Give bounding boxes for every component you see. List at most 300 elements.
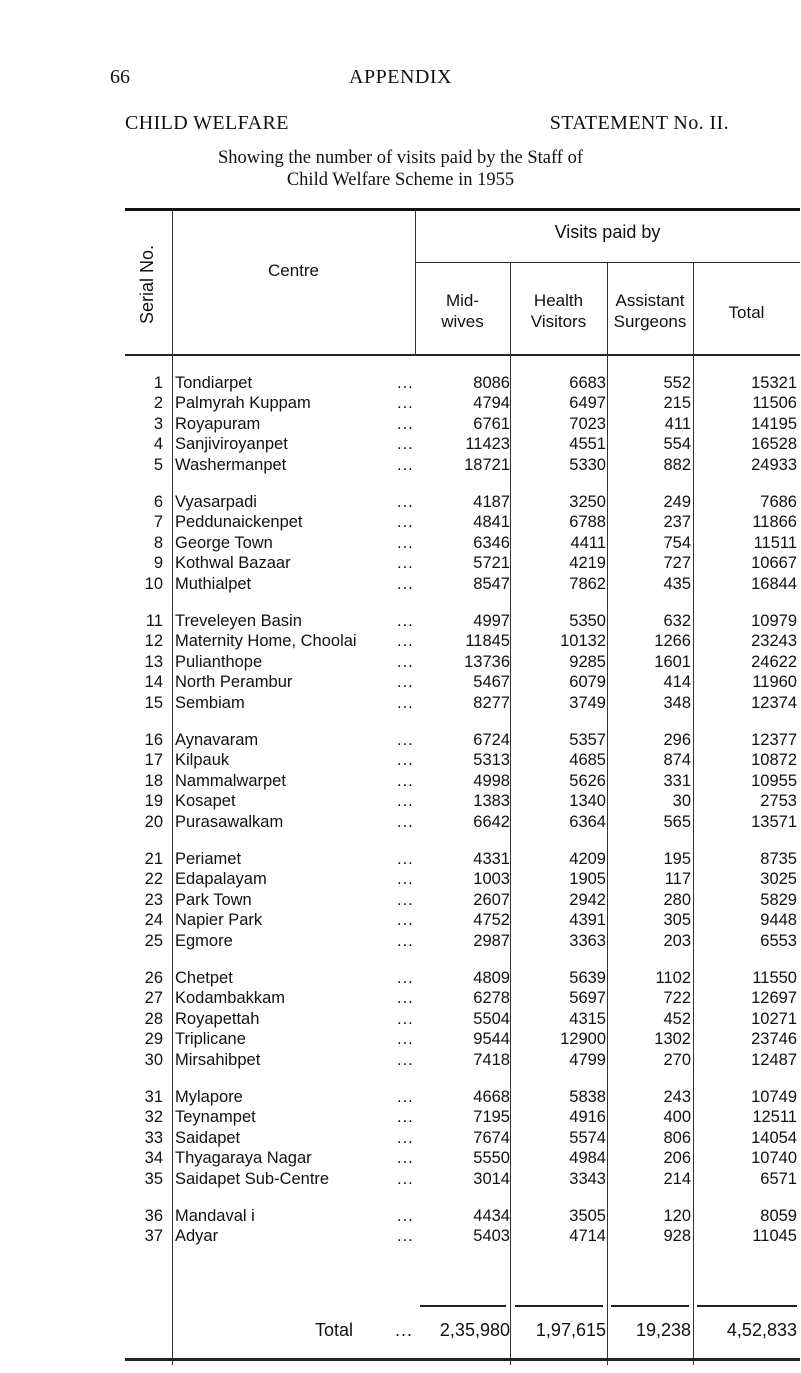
centre-cell: Kilpauk xyxy=(175,751,230,770)
midwives-cell: 18721 xyxy=(464,455,510,474)
table-row xyxy=(125,891,800,913)
midwives-cell: 4997 xyxy=(473,612,510,630)
running-title: APPENDIX xyxy=(349,66,452,88)
leader-dots: ... xyxy=(397,374,414,392)
centre-cell: Edapalayam xyxy=(175,870,267,889)
row-total-cell: 10955 xyxy=(751,771,797,790)
assistant-surgeons-cell: 117 xyxy=(664,870,691,889)
centre-cell: Park Town xyxy=(175,890,252,909)
serial-cell: 3 xyxy=(153,414,163,433)
serial-cell: 5 xyxy=(153,455,163,474)
row-total-cell: 3025 xyxy=(760,870,797,889)
row-total-cell: 23243 xyxy=(751,632,797,651)
midwives-cell: 6278 xyxy=(473,989,510,1008)
midwives-cell: 13736 xyxy=(464,652,510,671)
leader-dots: ... xyxy=(397,574,414,593)
serial-header xyxy=(125,214,170,354)
assistant-surgeons-cell: 565 xyxy=(663,812,691,831)
table-row xyxy=(125,394,800,416)
page-number: 66 xyxy=(110,66,130,88)
centre-cell: North Perambur xyxy=(175,673,293,692)
assistant-surgeons-cell: 280 xyxy=(663,890,691,909)
leader-dots: ... xyxy=(397,751,414,770)
health-visitors-cell: 4685 xyxy=(569,751,606,770)
serial-cell: 8 xyxy=(153,533,163,552)
health-visitors-cell: 3363 xyxy=(569,931,606,950)
leader-dots: ... xyxy=(397,414,414,433)
leader-dots: ... xyxy=(397,1207,414,1225)
midwives-header-line1: Mid- xyxy=(445,291,480,310)
table-row xyxy=(125,932,800,954)
leader-dots: ... xyxy=(397,435,414,454)
health-visitors-cell: 5697 xyxy=(569,989,606,1008)
serial-cell: 4 xyxy=(153,435,163,454)
health-visitors-cell: 3250 xyxy=(569,493,606,511)
centre-cell: Saidapet xyxy=(175,1128,241,1147)
serial-cell: 31 xyxy=(144,1088,163,1106)
health-visitors-cell: 5330 xyxy=(569,455,606,474)
serial-cell: 17 xyxy=(144,751,163,770)
assistant-surgeons-cell: 552 xyxy=(663,374,691,392)
centre-cell: Napier Park xyxy=(175,911,263,930)
leader-dots: ... xyxy=(397,513,414,532)
serial-cell: 36 xyxy=(144,1207,163,1225)
health-visitors-cell: 4411 xyxy=(570,533,606,552)
health-visitors-cell: 6364 xyxy=(569,812,606,831)
table-row xyxy=(125,694,800,716)
leader-dots: ... xyxy=(397,394,414,413)
totals-rule-midwives xyxy=(420,1305,506,1307)
serial-cell: 19 xyxy=(144,792,163,811)
assistant-surgeons-cell: 400 xyxy=(663,1108,691,1127)
centre-cell: Adyar xyxy=(175,1227,219,1246)
row-total-cell: 12374 xyxy=(751,693,797,712)
row-total-cell: 8059 xyxy=(760,1207,797,1225)
serial-cell: 16 xyxy=(144,731,163,749)
centre-cell: Periamet xyxy=(175,850,242,868)
midwives-cell: 8547 xyxy=(473,574,510,593)
table-row xyxy=(125,792,800,814)
health-visitors-cell: 4391 xyxy=(569,911,606,930)
leader-dots: ... xyxy=(397,1149,414,1168)
centre-cell: Kosapet xyxy=(175,792,236,811)
serial-cell: 14 xyxy=(144,673,163,692)
table-row xyxy=(125,1170,800,1192)
row-total-cell: 11550 xyxy=(752,969,797,987)
health-visitors-cell: 10132 xyxy=(560,632,606,651)
assistant-surgeons-cell: 214 xyxy=(663,1169,691,1188)
leader-dots: ... xyxy=(397,632,414,651)
midwives-cell: 6642 xyxy=(473,812,510,831)
assistant-surgeons-cell: 249 xyxy=(663,493,691,511)
serial-cell: 23 xyxy=(144,890,163,909)
leader-dots: ... xyxy=(397,870,414,889)
leader-dots: ... xyxy=(397,850,414,868)
serial-cell: 6 xyxy=(153,493,163,511)
serial-cell: 21 xyxy=(144,850,163,868)
subtitle-line-2: Child Welfare Scheme in 1955 xyxy=(286,170,515,190)
row-total-cell: 23746 xyxy=(751,1030,797,1049)
row-total-cell: 5829 xyxy=(760,890,797,909)
row-total-cell: 10271 xyxy=(751,1009,797,1028)
row-total-cell: 7686 xyxy=(760,493,797,511)
health-visitors-cell: 12900 xyxy=(560,1030,606,1049)
serial-cell: 30 xyxy=(144,1050,163,1069)
assistant-surgeons-cell: 414 xyxy=(663,673,691,692)
table-row xyxy=(125,534,800,556)
centre-header: Centre xyxy=(267,261,320,280)
health-visitors-cell: 5357 xyxy=(569,731,606,749)
table-row xyxy=(125,1010,800,1032)
midwives-cell: 5467 xyxy=(473,673,510,692)
centre-cell: Palmyrah Kuppam xyxy=(175,394,311,413)
table-row xyxy=(125,1207,800,1229)
health-visitors-cell: 3505 xyxy=(569,1207,606,1225)
row-total-cell: 9448 xyxy=(760,911,797,930)
row-total-cell: 13571 xyxy=(751,812,797,831)
table-row xyxy=(125,1030,800,1052)
health-visitors-cell: 5574 xyxy=(569,1128,606,1147)
table-row xyxy=(125,772,800,794)
table-row xyxy=(125,1051,800,1073)
midwives-cell: 4809 xyxy=(473,969,510,987)
leader-dots: ... xyxy=(397,792,414,811)
centre-cell: Mirsahibpet xyxy=(175,1050,261,1069)
totals-rule-total xyxy=(697,1305,797,1307)
leader-dots: ... xyxy=(397,554,414,573)
midwives-cell: 4752 xyxy=(473,911,510,930)
leader-dots: ... xyxy=(397,1227,414,1246)
leader-dots: ... xyxy=(397,1108,414,1127)
midwives-cell: 6346 xyxy=(473,533,510,552)
centre-cell: Aynavaram xyxy=(175,731,259,749)
centre-cell: Chetpet xyxy=(175,969,233,987)
serial-cell: 9 xyxy=(153,554,163,573)
health-visitors-cell: 4551 xyxy=(569,435,606,454)
health-header-line1: Health xyxy=(533,291,584,310)
row-total-cell: 24933 xyxy=(751,455,797,474)
assistant-surgeons-cell: 1601 xyxy=(654,652,691,671)
table-row xyxy=(125,632,800,654)
health-visitors-cell: 5838 xyxy=(569,1088,606,1106)
row-total-cell: 12697 xyxy=(751,989,797,1008)
midwives-cell: 2987 xyxy=(473,931,510,950)
header-bottom-rule xyxy=(125,354,800,356)
leader-dots: ... xyxy=(397,812,414,831)
health-visitors-cell: 4315 xyxy=(569,1009,606,1028)
leader-dots: ... xyxy=(397,612,414,630)
subtitle-line-1: Showing the number of visits paid by the Staff of xyxy=(218,148,583,168)
serial-cell: 28 xyxy=(144,1009,163,1028)
midwives-cell: 8277 xyxy=(473,693,510,712)
serial-cell: 25 xyxy=(144,931,163,950)
table-row xyxy=(125,435,800,457)
midwives-cell: 5721 xyxy=(473,554,510,573)
statement-number: STATEMENT No. II. xyxy=(549,112,729,134)
assistant-surgeons-cell: 452 xyxy=(663,1009,691,1028)
centre-cell: Mylapore xyxy=(175,1088,243,1106)
serial-cell: 34 xyxy=(144,1149,163,1168)
midwives-cell: 9544 xyxy=(473,1030,510,1049)
assistant-surgeons-cell: 754 xyxy=(663,533,691,552)
centre-cell: Tondiarpet xyxy=(175,374,253,392)
assistant-surgeons-cell: 120 xyxy=(663,1207,691,1225)
midwives-cell: 4841 xyxy=(473,513,510,532)
assistant-surgeons-cell: 928 xyxy=(663,1227,691,1246)
health-visitors-cell: 4799 xyxy=(569,1050,606,1069)
visits-group-header: Visits paid by xyxy=(554,222,661,242)
table-row xyxy=(125,1227,800,1249)
assistant-surgeons-cell: 237 xyxy=(663,513,691,532)
centre-cell: Maternity Home, Choolai xyxy=(175,632,357,651)
midwives-header xyxy=(415,290,510,332)
row-total-cell: 15321 xyxy=(751,374,797,392)
leader-dots: ... xyxy=(397,493,414,511)
health-header xyxy=(510,290,607,332)
serial-cell: 1 xyxy=(153,374,163,392)
midwives-cell: 1003 xyxy=(473,870,510,889)
row-total-cell: 10667 xyxy=(751,554,797,573)
total-label: Total xyxy=(315,1320,354,1340)
serial-cell: 7 xyxy=(153,513,163,532)
table-row xyxy=(125,374,800,396)
serial-cell: 29 xyxy=(144,1030,163,1049)
table-row xyxy=(125,493,800,515)
row-total-cell: 10749 xyxy=(751,1088,797,1106)
health-visitors-cell: 4714 xyxy=(569,1227,606,1246)
centre-cell: Royapettah xyxy=(175,1009,260,1028)
assistant-header-line1: Assistant xyxy=(615,291,685,310)
midwives-cell: 7418 xyxy=(473,1050,510,1069)
row-total-cell: 11960 xyxy=(752,673,797,692)
table-row xyxy=(125,911,800,933)
serial-cell: 12 xyxy=(144,632,163,651)
midwives-cell: 4998 xyxy=(473,771,510,790)
serial-cell: 2 xyxy=(153,394,163,413)
table-row xyxy=(125,653,800,675)
row-total-cell: 11866 xyxy=(752,513,797,532)
table-row xyxy=(125,969,800,991)
health-visitors-cell: 5626 xyxy=(569,771,606,790)
health-visitors-cell: 4219 xyxy=(569,554,606,573)
midwives-cell: 4794 xyxy=(473,394,510,413)
table-row xyxy=(125,731,800,753)
assistant-surgeons-cell: 296 xyxy=(663,731,691,749)
leader-dots: ... xyxy=(397,693,414,712)
serial-cell: 37 xyxy=(144,1227,163,1246)
assistant-surgeons-cell: 348 xyxy=(663,693,691,712)
table-top-rule xyxy=(125,208,800,211)
assistant-surgeons-cell: 411 xyxy=(664,414,691,433)
midwives-cell: 4187 xyxy=(473,493,510,511)
health-visitors-cell: 6788 xyxy=(569,513,606,532)
leader-dots: ... xyxy=(397,1050,414,1069)
table-row xyxy=(125,513,800,535)
assistant-surgeons-cell: 882 xyxy=(663,455,691,474)
leader-dots: ... xyxy=(397,652,414,671)
section-title: CHILD WELFARE xyxy=(125,112,289,134)
leader-dots: ... xyxy=(397,771,414,790)
centre-cell: Sanjiviroyanpet xyxy=(175,435,288,454)
centre-cell: Pulianthope xyxy=(175,652,263,671)
leader-dots: ... xyxy=(397,890,414,909)
health-visitors-cell: 1340 xyxy=(569,792,606,811)
total-health: 1,97,615 xyxy=(535,1320,606,1340)
midwives-cell: 1383 xyxy=(473,792,510,811)
centre-cell: Triplicane xyxy=(175,1030,246,1049)
table-row xyxy=(125,415,800,437)
assistant-surgeons-cell: 30 xyxy=(672,792,691,811)
health-visitors-cell: 3749 xyxy=(569,693,606,712)
centre-cell: Kothwal Bazaar xyxy=(175,554,291,573)
midwives-header-line2: wives xyxy=(441,312,484,331)
health-visitors-cell: 4984 xyxy=(569,1149,606,1168)
leader-dots: ... xyxy=(397,1088,414,1106)
table-row xyxy=(125,813,800,835)
assistant-surgeons-cell: 305 xyxy=(663,911,691,930)
health-visitors-cell: 1905 xyxy=(569,870,606,889)
assistant-surgeons-cell: 1266 xyxy=(654,632,691,651)
midwives-cell: 5313 xyxy=(473,751,510,770)
row-total-cell: 16844 xyxy=(751,574,797,593)
midwives-cell: 11423 xyxy=(465,435,510,454)
table-row xyxy=(125,1129,800,1151)
assistant-surgeons-cell: 331 xyxy=(663,771,691,790)
centre-cell: Peddunaickenpet xyxy=(175,513,303,532)
midwives-cell: 5403 xyxy=(473,1227,510,1246)
centre-cell: Muthialpet xyxy=(175,574,252,593)
row-total-cell: 6553 xyxy=(760,931,797,950)
table-row xyxy=(125,575,800,597)
serial-cell: 26 xyxy=(144,969,163,987)
row-total-cell: 12511 xyxy=(752,1108,797,1127)
serial-cell: 27 xyxy=(144,989,163,1008)
midwives-cell: 8086 xyxy=(473,374,510,392)
leader-dots: ... xyxy=(397,1128,414,1147)
assistant-surgeons-cell: 1102 xyxy=(655,969,691,987)
serial-cell: 22 xyxy=(144,870,163,889)
assistant-surgeons-cell: 435 xyxy=(663,574,691,593)
centre-cell: Thyagaraya Nagar xyxy=(175,1149,312,1168)
midwives-cell: 7195 xyxy=(473,1108,510,1127)
health-visitors-cell: 7862 xyxy=(569,574,606,593)
assistant-surgeons-cell: 874 xyxy=(663,751,691,770)
totals-rule-health xyxy=(515,1305,603,1307)
assistant-surgeons-cell: 632 xyxy=(663,612,691,630)
row-total-cell: 11506 xyxy=(752,394,797,413)
leader-dots: ... xyxy=(397,989,414,1008)
centre-cell: Teynampet xyxy=(175,1108,256,1127)
serial-header-text: Serial No. xyxy=(137,244,157,324)
row-total-cell: 11511 xyxy=(753,533,797,552)
serial-cell: 18 xyxy=(144,771,163,790)
serial-cell: 10 xyxy=(144,574,163,593)
health-visitors-cell: 6079 xyxy=(569,673,606,692)
leader-dots: ... xyxy=(397,731,414,749)
assistant-surgeons-cell: 195 xyxy=(663,850,691,868)
leader-dots: ... xyxy=(397,1009,414,1028)
row-total-cell: 12487 xyxy=(751,1050,797,1069)
serial-cell: 33 xyxy=(144,1128,163,1147)
health-visitors-cell: 3343 xyxy=(569,1169,606,1188)
row-total-cell: 8735 xyxy=(760,850,797,868)
leader-dots: ... xyxy=(397,911,414,930)
centre-cell: Kodambakkam xyxy=(175,989,286,1008)
row-total-cell: 16528 xyxy=(751,435,797,454)
assistant-surgeons-cell: 554 xyxy=(663,435,691,454)
centre-cell: Mandaval i xyxy=(175,1207,255,1225)
centre-cell: Treveleyen Basin xyxy=(175,612,302,630)
row-total-cell: 24622 xyxy=(751,652,797,671)
row-total-cell: 10979 xyxy=(751,612,797,630)
health-visitors-cell: 2942 xyxy=(569,890,606,909)
table-row xyxy=(125,1088,800,1110)
serial-cell: 15 xyxy=(144,693,163,712)
row-total-cell: 6571 xyxy=(760,1169,797,1188)
table-row xyxy=(125,870,800,892)
assistant-header xyxy=(607,290,693,332)
health-visitors-cell: 7023 xyxy=(569,414,606,433)
health-header-line2: Visitors xyxy=(530,312,587,331)
assistant-surgeons-cell: 1302 xyxy=(654,1030,691,1049)
row-total-cell: 14054 xyxy=(751,1128,797,1147)
leader-dots: ... xyxy=(397,969,414,987)
health-visitors-cell: 5350 xyxy=(569,612,606,630)
serial-cell: 11 xyxy=(145,612,163,630)
assistant-surgeons-cell: 206 xyxy=(663,1149,691,1168)
midwives-cell: 4668 xyxy=(473,1088,510,1106)
midwives-cell: 7674 xyxy=(473,1128,510,1147)
table-row xyxy=(125,554,800,576)
serial-cell: 32 xyxy=(144,1108,163,1127)
midwives-cell: 4434 xyxy=(473,1207,510,1225)
centre-cell: Vyasarpadi xyxy=(175,493,257,511)
totals-rule-assistant xyxy=(611,1305,689,1307)
health-visitors-cell: 4916 xyxy=(569,1108,606,1127)
assistant-header-line2: Surgeons xyxy=(613,312,687,331)
table-row xyxy=(125,989,800,1011)
total-midwives: 2,35,980 xyxy=(439,1320,510,1340)
midwives-cell: 5504 xyxy=(473,1009,510,1028)
leader-dots: ... xyxy=(397,455,414,474)
row-total-cell: 2753 xyxy=(760,792,797,811)
leader-dots: ... xyxy=(397,1169,414,1188)
row-total-cell: 10872 xyxy=(751,751,797,770)
midwives-cell: 11845 xyxy=(465,632,510,651)
assistant-surgeons-cell: 215 xyxy=(663,394,691,413)
leader-dots: ... xyxy=(397,1030,414,1049)
health-visitors-cell: 6497 xyxy=(569,394,606,413)
centre-cell: Purasawalkam xyxy=(175,812,284,831)
centre-cell: Saidapet Sub-Centre xyxy=(175,1169,330,1188)
row-total-cell: 10740 xyxy=(751,1149,797,1168)
total-assistant: 19,238 xyxy=(635,1320,691,1340)
leader-dots: ... xyxy=(397,673,414,692)
leader-dots: ... xyxy=(397,931,414,950)
serial-cell: 13 xyxy=(144,652,163,671)
midwives-cell: 3014 xyxy=(473,1169,510,1188)
table-row xyxy=(125,850,800,872)
total-grand: 4,52,833 xyxy=(726,1320,797,1340)
centre-cell: Egmore xyxy=(175,931,233,950)
serial-cell: 24 xyxy=(144,911,163,930)
centre-cell: George Town xyxy=(175,533,273,552)
table-row xyxy=(125,673,800,695)
health-visitors-cell: 4209 xyxy=(569,850,606,868)
total-header: Total xyxy=(728,303,765,322)
assistant-surgeons-cell: 806 xyxy=(663,1128,691,1147)
midwives-cell: 2607 xyxy=(473,890,510,909)
